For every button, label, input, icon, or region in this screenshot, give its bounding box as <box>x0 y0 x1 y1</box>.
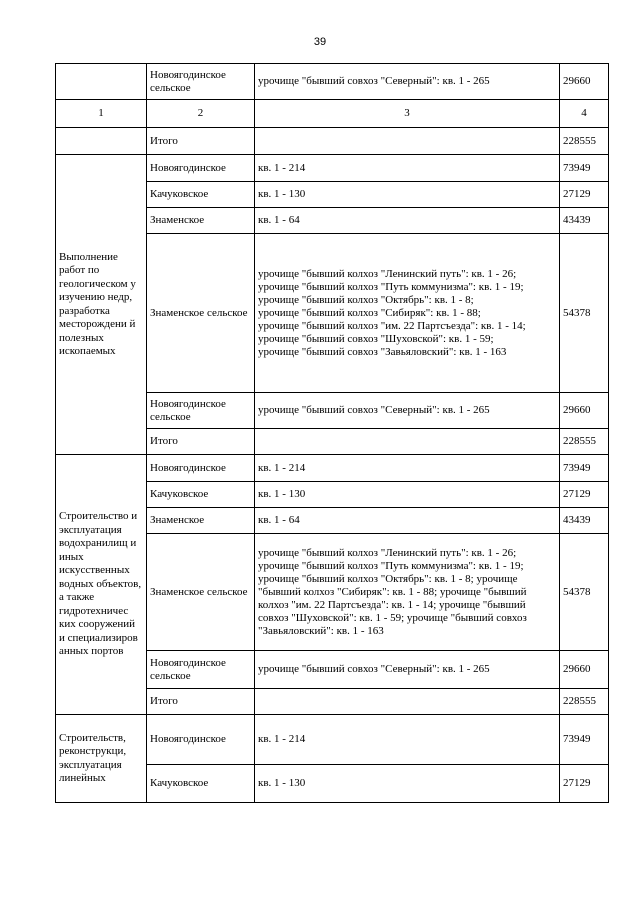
table-row <box>56 64 609 100</box>
column-number: 2 <box>147 100 255 128</box>
location-cell: урочище "бывший совхоз "Северный": кв. 1 - 265 <box>255 651 560 689</box>
value-cell: 43439 <box>560 208 609 234</box>
location-cell: кв. 1 - 214 <box>255 155 560 182</box>
location-cell <box>255 689 560 715</box>
table-row <box>56 155 609 182</box>
settlement-cell: Итого <box>147 429 255 455</box>
value-cell: 228555 <box>560 689 609 715</box>
activity-cell <box>56 64 147 100</box>
value-cell: 73949 <box>560 455 609 482</box>
value-cell: 29660 <box>560 64 609 100</box>
settlement-cell: Новоягодинское сельское <box>147 651 255 689</box>
settlement-cell: Новоягодинское <box>147 155 255 182</box>
location-cell: кв. 1 - 214 <box>255 715 560 765</box>
value-cell: 27129 <box>560 765 609 803</box>
location-cell: кв. 1 - 214 <box>255 455 560 482</box>
settlement-cell: Знаменское сельское <box>147 534 255 651</box>
value-cell: 29660 <box>560 651 609 689</box>
location-cell: кв. 1 - 130 <box>255 765 560 803</box>
location-cell: урочище "бывший колхоз "Ленинский путь": кв. 1 - 26; урочище "бывший колхоз "Путь коммунизма": кв. 1 - 19; урочище "бывший колхоз "Октябрь": кв. 1 - 8; урочище "бывший колхоз "Сибиряк": кв. 1 - 88; урочище "бывший колхоз "им. 22 Партсъезда": кв. 1 - 14; урочище "бывший совхоз "Шуховской": кв. 1 - 59; урочище "бывший совхоз "Завьяловский": кв. 1 - 163 <box>255 534 560 651</box>
value-cell: 54378 <box>560 534 609 651</box>
column-number: 1 <box>56 100 147 128</box>
column-number-row <box>56 100 609 128</box>
activity-cell: Строительств, реконструкци, эксплуатация линейных <box>56 715 147 803</box>
location-cell <box>255 128 560 155</box>
value-cell: 43439 <box>560 508 609 534</box>
value-cell: 228555 <box>560 128 609 155</box>
location-cell: урочище "бывший колхоз "Ленинский путь": кв. 1 - 26; урочище "бывший колхоз "Путь коммунизма": кв. 1 - 19; урочище "бывший колхоз "Октябрь": кв. 1 - 8; урочище "бывший колхоз "Сибиряк": кв. 1 - 88; урочище "бывший колхоз "им. 22 Партсъезда": кв. 1 - 14; урочище "бывший совхоз "Шуховской": кв. 1 - 59; урочище "бывший совхоз "Завьяловский": кв. 1 - 163 <box>255 234 560 393</box>
activity-cell <box>56 128 147 155</box>
table-row <box>56 455 609 482</box>
settlement-cell: Новоягодинское <box>147 455 255 482</box>
column-number: 4 <box>560 100 609 128</box>
page-number: 39 <box>313 36 327 48</box>
settlement-cell: Итого <box>147 689 255 715</box>
settlement-cell: Итого <box>147 128 255 155</box>
location-cell: кв. 1 - 130 <box>255 182 560 208</box>
settlement-cell: Качуковское <box>147 765 255 803</box>
value-cell: 73949 <box>560 715 609 765</box>
table-row <box>56 715 609 765</box>
settlement-cell: Знаменское <box>147 508 255 534</box>
settlement-cell: Новоягодинское сельское <box>147 64 255 100</box>
settlement-cell: Новоягодинское сельское <box>147 393 255 429</box>
location-cell: урочище "бывший совхоз "Северный": кв. 1 - 265 <box>255 393 560 429</box>
forest-quarters-table <box>55 63 609 803</box>
table-row <box>56 128 609 155</box>
location-cell <box>255 429 560 455</box>
settlement-cell: Знаменское сельское <box>147 234 255 393</box>
activity-cell: Выполнение работ по геологическом у изучению недр, разработка месторождени й полезных ископаемых <box>56 155 147 455</box>
column-number: 3 <box>255 100 560 128</box>
value-cell: 27129 <box>560 482 609 508</box>
location-cell: кв. 1 - 64 <box>255 208 560 234</box>
value-cell: 73949 <box>560 155 609 182</box>
value-cell: 228555 <box>560 429 609 455</box>
location-cell: кв. 1 - 130 <box>255 482 560 508</box>
location-cell: урочище "бывший совхоз "Северный": кв. 1 - 265 <box>255 64 560 100</box>
activity-cell: Строительство и эксплуатация водохранилищ и иных искусственных водных объектов, а также гидротехничес ких сооружений и специализиров анных портов <box>56 455 147 715</box>
value-cell: 54378 <box>560 234 609 393</box>
settlement-cell: Знаменское <box>147 208 255 234</box>
settlement-cell: Новоягодинское <box>147 715 255 765</box>
settlement-cell: Качуковское <box>147 482 255 508</box>
value-cell: 27129 <box>560 182 609 208</box>
location-cell: кв. 1 - 64 <box>255 508 560 534</box>
value-cell: 29660 <box>560 393 609 429</box>
settlement-cell: Качуковское <box>147 182 255 208</box>
